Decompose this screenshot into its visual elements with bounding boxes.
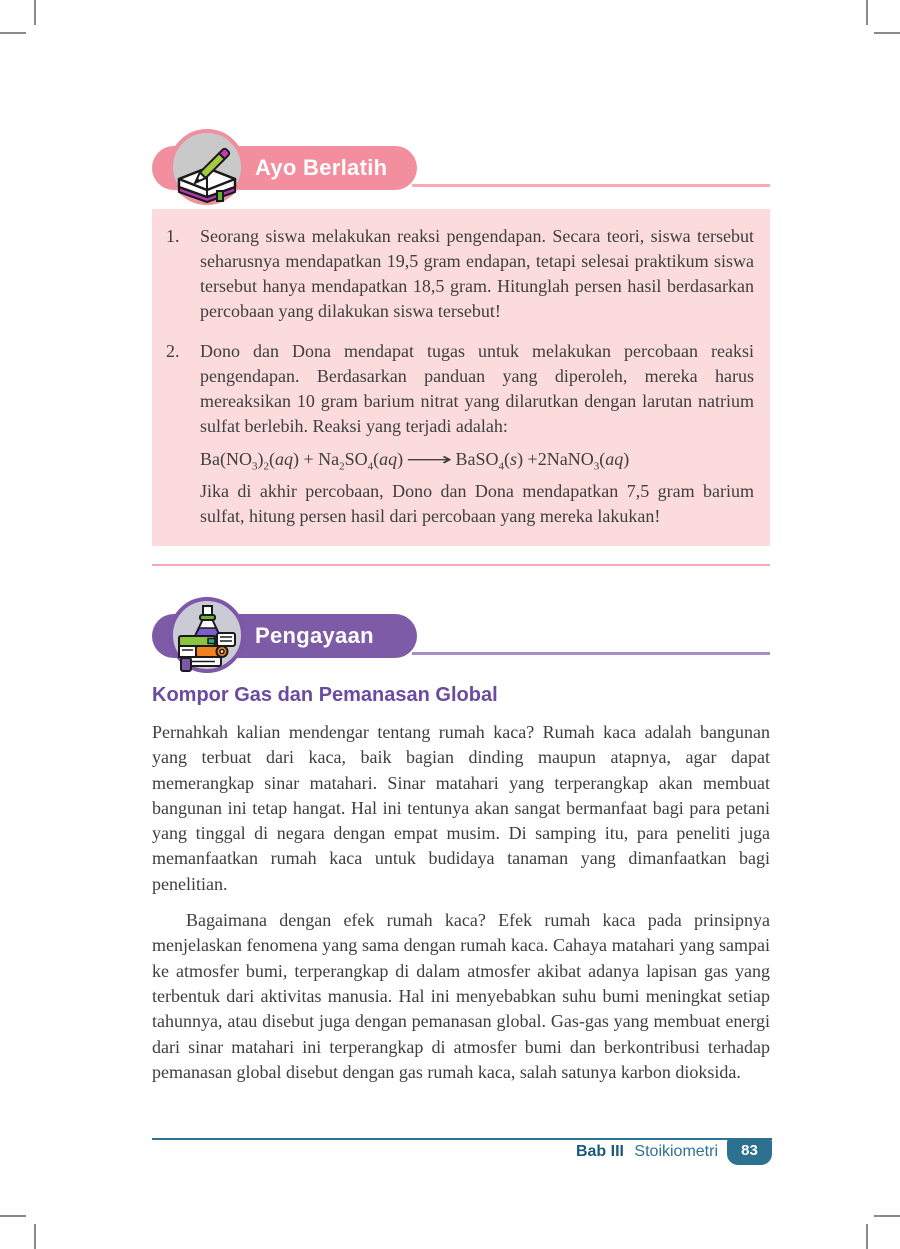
chemical-equation: $Ba(NO_3)_2(aq) + Na_2SO_4(aq)$ ⟶ BaSO$_4$(s) +2NaNO$_3$(aq): [200, 449, 630, 473]
crop-mark: [874, 32, 900, 34]
chapter-label: Bab III: [575, 1143, 624, 1160]
practice-badge-label: Ayo Berlatih: [255, 155, 388, 180]
crop-mark: [34, 1224, 36, 1249]
practice-problem-box: [152, 209, 770, 546]
crop-mark: [866, 0, 868, 25]
enrichment-paragraph-1: Pernahkah kalian mendengar tentang rumah kaca? Rumah kaca adalah bangunan yang terbuat dari kaca, baik bagian dinding maupun atapnya, agar dapat memerangkap sinar matahari. Sinar matahari yang terperangkap akan membuat bangunan ini tetap hangat. Hal ini tentunya akan sangat bermanfaat bagi para petani yang tinggal di negara dengan empat musim. Di samping itu, para peneliti juga memanfaatkan rumah kaca untuk budidaya tanaman yang dimanfaatkan bagi penelitian.: [152, 722, 770, 894]
page-number-badge: 83: [727, 1138, 772, 1165]
chapter-title: Stoikiometri: [634, 1143, 718, 1160]
enrichment-section-header: [152, 614, 770, 658]
enrichment-header-rule: [412, 652, 770, 655]
enrichment-badge-label: Pengayaan: [255, 623, 374, 648]
flask-on-books-icon: [167, 595, 247, 675]
problem-intro: Dono dan Dona mendapat tugas untuk melakukan percobaan reaksi pengendapan. Berdasarkan panduan yang diperoleh, mereka harus mereaksikan 10 gram barium nitrat yang dilarutkan dengan larutan natrium sulfat berlebih. Reaksi yang terjadi adalah:: [200, 341, 754, 436]
problem-body: [200, 339, 754, 529]
problem-closing: Jika di akhir percobaan, Dono dan Dona mendapatkan 7,5 gram barium sulfat, hitung persen hasil dari percobaan yang mereka lakukan!: [200, 481, 754, 526]
practice-section-header: [152, 146, 770, 190]
page-content: [152, 0, 770, 1085]
practice-header-rule: [412, 184, 770, 187]
section-divider: [152, 564, 770, 566]
crop-mark: [866, 1224, 868, 1249]
crop-mark: [874, 1215, 900, 1217]
enrichment-paragraph-2: Bagaimana dengan efek rumah kaca? Efek rumah kaca pada prinsipnya menjelaskan fenomena yang sama dengan rumah kaca. Cahaya matahari yang sampai ke atmosfer bumi, terperangkap di dalam atmosfer akibat adanya lapisan gas yang terbentuk dari aktivitas manusia. Hal ini menyebabkan suhu bumi meningkat setiap tahunnya, atau disebut juga dengan pemanasan global. Gas-gas yang membuat energi dari sinar matahari ini terperangkap di atmosfer bumi dan berkontribusi terhadap pemanasan global disebut dengan gas rumah kaca, salah satunya karbon dioksida.: [152, 910, 770, 1082]
problem-item-1: [166, 224, 754, 324]
problem-number: 1.: [166, 226, 180, 246]
crop-mark: [0, 32, 26, 34]
footer-rule: [152, 1138, 772, 1140]
footer-chapter: [152, 1143, 718, 1161]
pencil-writing-on-book-icon: [167, 127, 247, 207]
crop-mark: [0, 1215, 26, 1217]
crop-mark: [34, 0, 36, 25]
problem-item-2: [166, 339, 754, 529]
enrichment-heading: Kompor Gas dan Pemanasan Global: [152, 684, 498, 706]
problem-number: 2.: [166, 341, 180, 361]
problem-text: Seorang siswa melakukan reaksi pengendapan. Secara teori, siswa tersebut seharusnya mendapatkan 19,5 gram endapan, tetapi selesai praktikum siswa tersebut hanya mendapatkan 18,5 gram. Hitunglah persen hasil berdasarkan percobaan yang dilakukan siswa tersebut!: [200, 226, 754, 321]
